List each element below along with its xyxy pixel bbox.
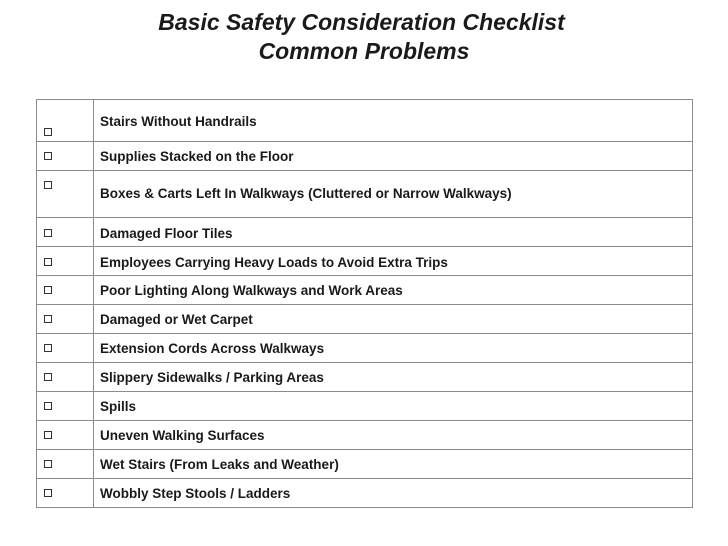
checkbox-cell: [37, 450, 94, 479]
checkbox[interactable]: [44, 229, 52, 237]
table-row: [37, 142, 693, 171]
checkbox-cell: [37, 479, 94, 508]
checkbox-cell: [37, 142, 94, 171]
item-cell: [94, 363, 693, 392]
item-cell: [94, 218, 693, 247]
checklist-table: [36, 99, 693, 508]
table-row: [37, 392, 693, 421]
checkbox[interactable]: [44, 181, 52, 189]
title-line-1: Basic Safety Consideration Checklist: [158, 9, 565, 35]
checkbox-cell: [37, 305, 94, 334]
item-cell: [94, 247, 693, 276]
table-row: [37, 218, 693, 247]
checkbox[interactable]: [44, 152, 52, 160]
checkbox-cell: [37, 100, 94, 142]
checkbox-cell: [37, 334, 94, 363]
checkbox-cell: [37, 218, 94, 247]
item-cell: [94, 421, 693, 450]
checkbox-cell: [37, 171, 94, 218]
checkbox-cell: [37, 247, 94, 276]
checkbox[interactable]: [44, 258, 52, 266]
table-row: [37, 334, 693, 363]
item-cell: [94, 305, 693, 334]
list-item: Slippery Sidewalks / Parking Areas: [100, 370, 324, 385]
list-item: Employees Carrying Heavy Loads to Avoid Extra Trips: [100, 255, 448, 270]
list-item: Boxes & Carts Left In Walkways (Cluttered or Narrow Walkways): [100, 186, 512, 201]
checkbox[interactable]: [44, 373, 52, 381]
item-cell: [94, 142, 693, 171]
list-item: Wobbly Step Stools / Ladders: [100, 486, 291, 501]
checkbox[interactable]: [44, 460, 52, 468]
checkbox-cell: [37, 421, 94, 450]
checkbox[interactable]: [44, 128, 52, 136]
list-item: Wet Stairs (From Leaks and Weather): [100, 457, 339, 472]
table-row: [37, 276, 693, 305]
table-row: [37, 450, 693, 479]
list-item: Uneven Walking Surfaces: [100, 428, 265, 443]
checkbox[interactable]: [44, 344, 52, 352]
table-row: [37, 171, 693, 218]
list-item: Extension Cords Across Walkways: [100, 341, 325, 356]
item-cell: [94, 479, 693, 508]
checkbox-cell: [37, 363, 94, 392]
list-item: Poor Lighting Along Walkways and Work Areas: [100, 283, 403, 298]
item-cell: [94, 276, 693, 305]
list-item: Damaged or Wet Carpet: [100, 312, 253, 327]
item-cell: [94, 334, 693, 363]
checkbox-cell: [37, 276, 94, 305]
list-item: Spills: [100, 399, 137, 414]
title-line-2: Common Problems: [258, 38, 470, 64]
checkbox[interactable]: [44, 489, 52, 497]
table-row: [37, 305, 693, 334]
checkbox[interactable]: [44, 286, 52, 294]
table-row: [37, 421, 693, 450]
list-item: Supplies Stacked on the Floor: [100, 149, 294, 164]
table-row: [37, 363, 693, 392]
item-cell: [94, 392, 693, 421]
table-row: [37, 479, 693, 508]
list-item: Damaged Floor Tiles: [100, 226, 233, 241]
checkbox-cell: [37, 392, 94, 421]
checkbox[interactable]: [44, 402, 52, 410]
table-row: [37, 247, 693, 276]
item-cell: [94, 450, 693, 479]
table-row: [37, 100, 693, 142]
page-title: [0, 8, 728, 66]
checkbox[interactable]: [44, 315, 52, 323]
checkbox[interactable]: [44, 431, 52, 439]
list-item: Stairs Without Handrails: [100, 114, 257, 129]
item-cell: [94, 100, 693, 142]
item-cell: [94, 171, 693, 218]
